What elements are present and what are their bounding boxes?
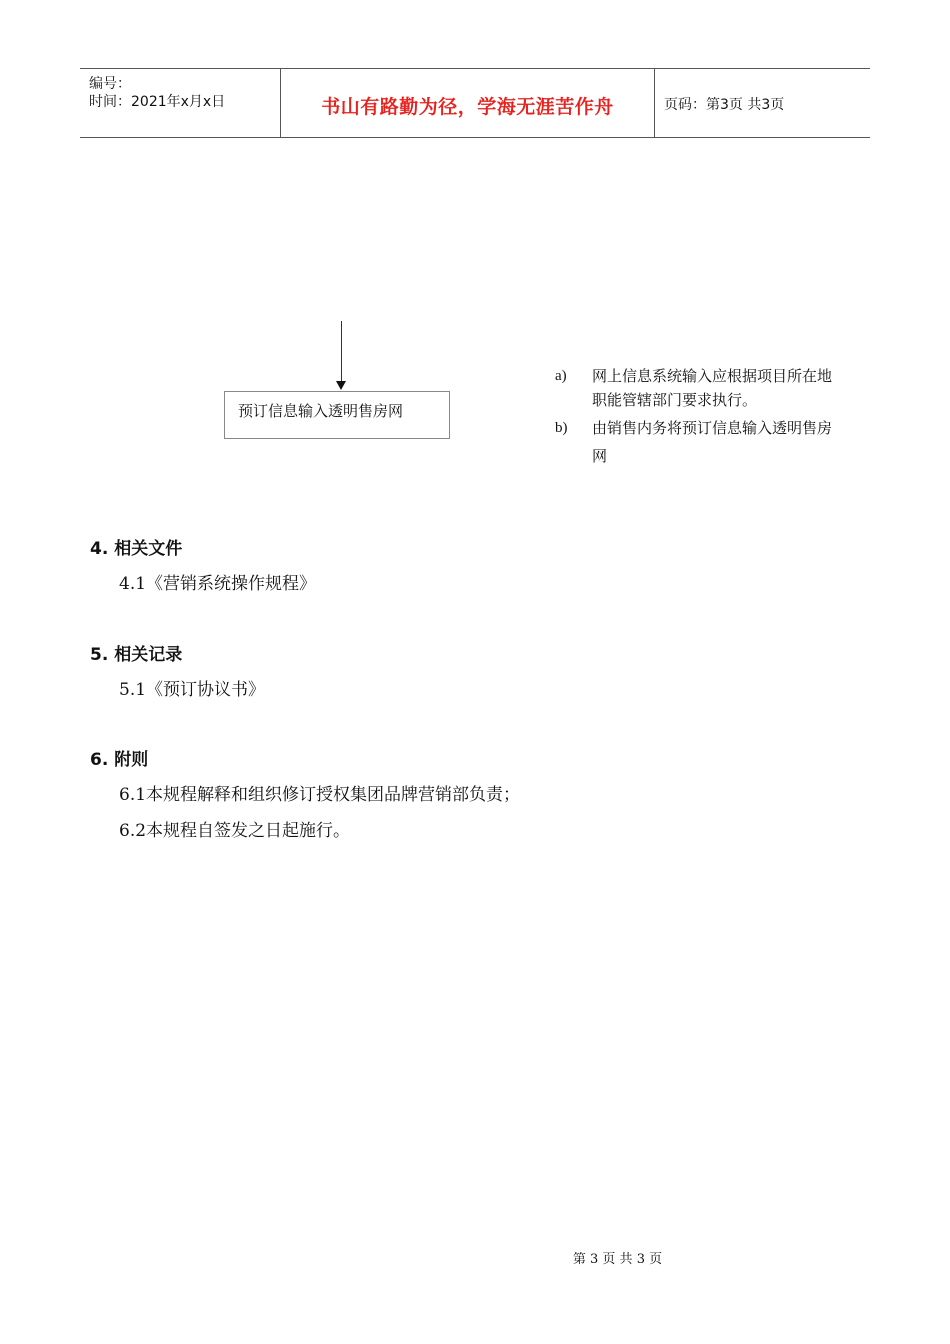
note-b bbox=[555, 416, 835, 466]
note-a bbox=[555, 364, 835, 414]
section-title-related-docs: 4. 相关文件 bbox=[90, 539, 183, 559]
header-meta-cell bbox=[80, 69, 280, 137]
flow-connector-line bbox=[341, 321, 342, 382]
motto-text: 书山有路勤为径，学海无涯苦作舟 bbox=[321, 96, 614, 118]
date-line: 时间：2021年x月x日 bbox=[89, 94, 226, 110]
note-text: 由销售内务将预订信息输入透明售房网 bbox=[592, 419, 833, 465]
section-item: 6.2本规程自签发之日起施行。 bbox=[119, 821, 351, 841]
header-motto-cell bbox=[280, 69, 655, 137]
note-marker: b) bbox=[555, 420, 568, 436]
document-header bbox=[80, 68, 870, 138]
note-text: 网上信息系统输入应根据项目所在地职能管辖部门要求执行。 bbox=[592, 367, 833, 409]
flow-step-label: 预订信息输入透明售房网 bbox=[238, 402, 404, 420]
section-item: 6.1本规程解释和组织修订授权集团品牌营销部负责； bbox=[119, 785, 521, 805]
section-item: 4.1《营销系统操作规程》 bbox=[119, 574, 317, 594]
flow-arrow-icon bbox=[336, 381, 346, 390]
page-footer bbox=[0, 1248, 950, 1267]
section-title-related-records: 5. 相关记录 bbox=[90, 645, 183, 665]
header-page-cell bbox=[654, 69, 870, 137]
note-marker: a) bbox=[555, 368, 567, 384]
flow-step-box bbox=[224, 391, 450, 439]
section-item: 5.1《预订协议书》 bbox=[119, 680, 266, 700]
serial-label: 编号： bbox=[89, 76, 131, 92]
footer-page-number: 第 3 页 共 3 页 bbox=[572, 1252, 663, 1267]
page-info: 页码：第3页 共3页 bbox=[664, 97, 785, 113]
section-title-supplementary: 6. 附则 bbox=[90, 750, 149, 770]
